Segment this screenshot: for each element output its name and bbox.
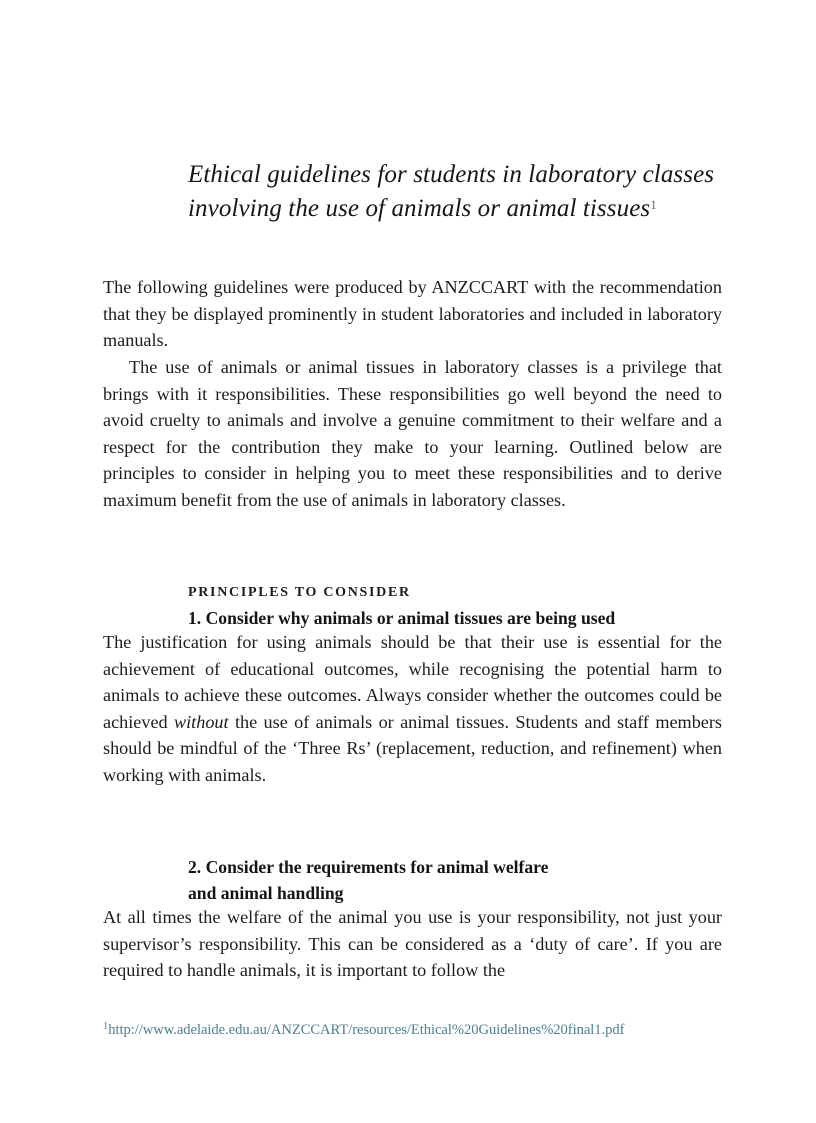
heading-section-2-line-1: 2. Consider the requirements for animal welfare (188, 857, 549, 877)
paragraph-intro: The following guidelines were produced by ANZCCART with the recommendation that they be displayed prominently in student laboratories and included in laboratory manuals. (103, 277, 722, 351)
footnote-url-link[interactable]: http://www.adelaide.edu.au/ANZCCART/resources/Ethical%20Guidelines%20final1.pdf (108, 1022, 625, 1038)
page-title-text: Ethical guidelines for students in laboratory classes involving the use of animals or animal tissues (188, 161, 715, 222)
paragraph-section-2-body: At all times the welfare of the animal you use is your responsibility, not just your supervisor’s responsibility. This can be considered as a ‘duty of care’. If you are required to handle animals, it is important to follow the (103, 907, 722, 981)
section-1-body-emphasis: without (174, 711, 229, 732)
section-1-body-part-1: The justification for using animals should be that their use is essential for the achievement of educational outcomes, while recognising the potential harm to animals to achieve these outcomes. Always consider whether the outcomes could be achieved (103, 632, 722, 732)
page-title (103, 160, 807, 224)
heading-section-2-line-2: and animal handling (188, 883, 344, 903)
heading-section-1: 1. Consider why animals or animal tissues are being used (188, 608, 616, 628)
heading-principles-to-consider: PRINCIPLES TO CONSIDER (188, 585, 411, 600)
title-footnote-marker: 1 (650, 197, 657, 212)
section-1-body-part-2: the use of animals or animal tissues. Students and staff members should be mindful of the ‘Three Rs’ (replacement, reduction, and refinement) when working with animals. (103, 711, 723, 785)
footnote (103, 1018, 722, 1039)
footnote-marker: 1 (103, 1021, 109, 1032)
paragraph-section-1-body (103, 629, 722, 789)
paragraph-privilege: The use of animals or animal tissues in laboratory classes is a privilege that brings with it responsibilities. These responsibilities go well beyond the need to avoid cruelty to animals and involve a genuine commitment to their welfare and a respect for the contribution they make to your learning. Outlined below are principles to consider in helping you to meet these responsibilities and to derive maximum benefit from the use of animals in laboratory classes. (103, 357, 722, 510)
